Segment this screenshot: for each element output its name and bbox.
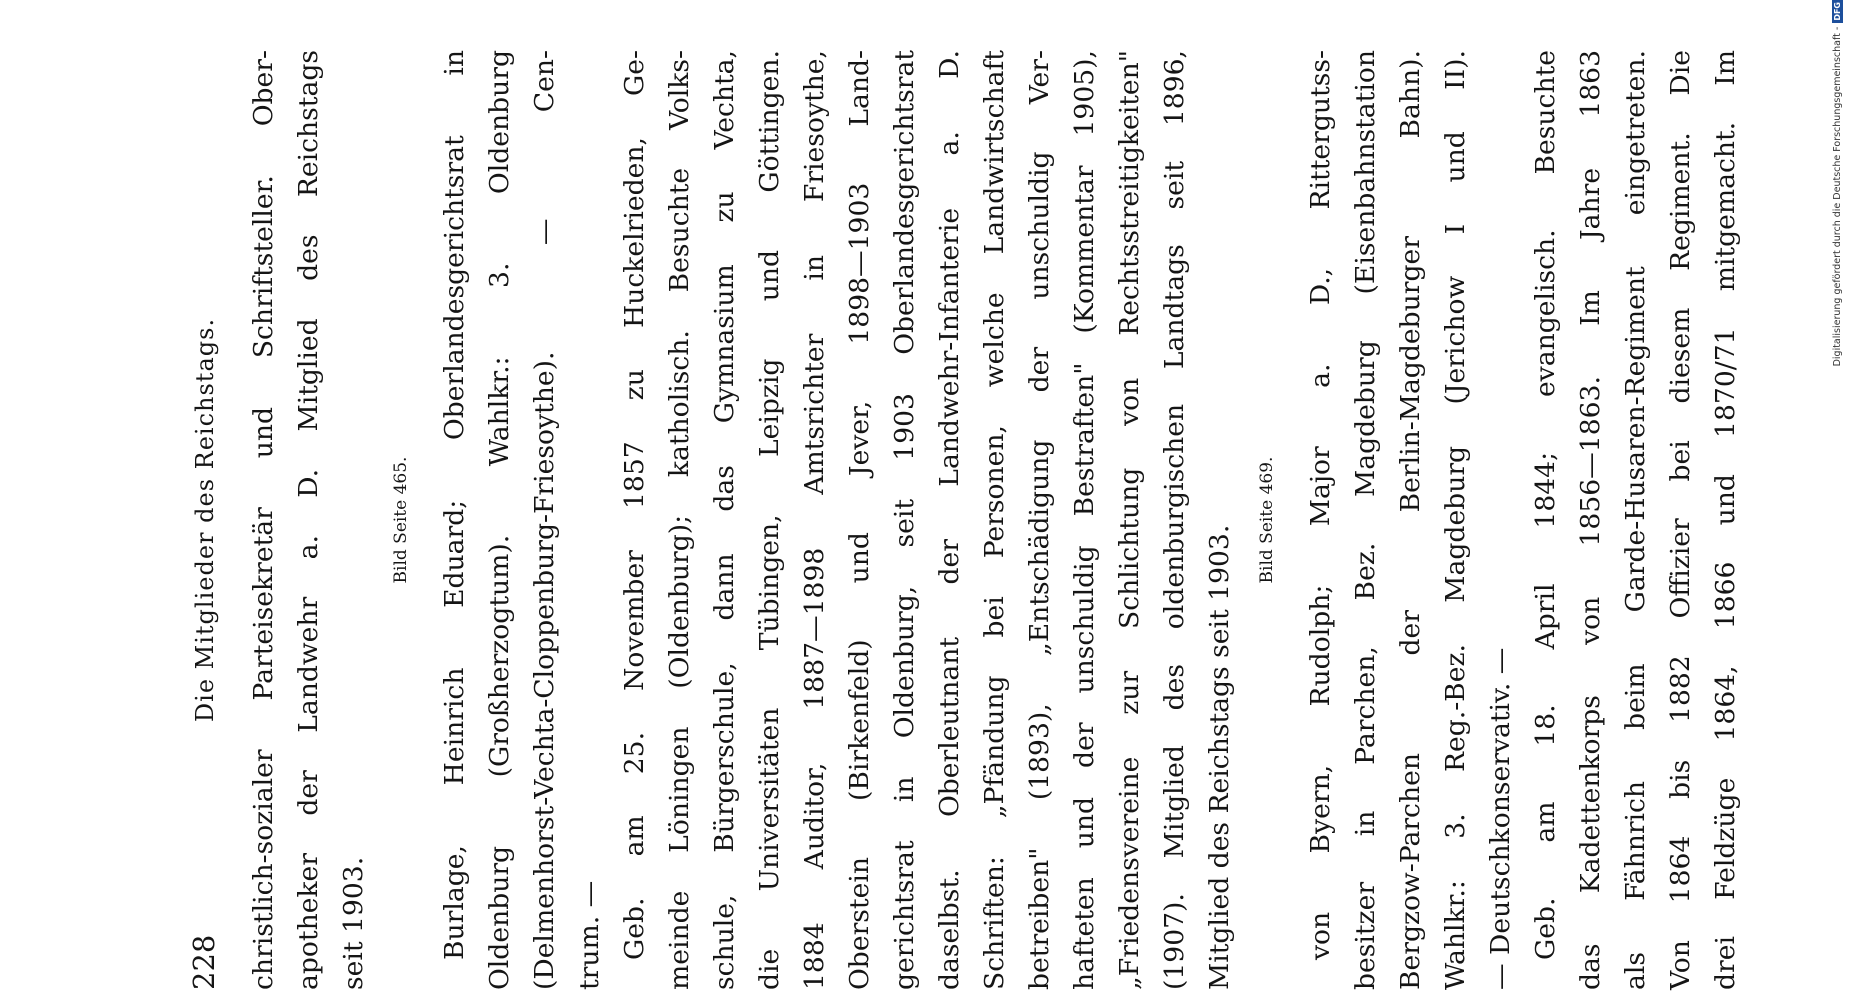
text-line: (Delmenhorst-Vechta-Cloppenburg-Friesoythe). — Cen- [529,50,560,990]
text-line: Mitglied des Reichstags seit 1903. [1204,524,1235,990]
text-line: — Deutschkonservativ. — [1485,647,1516,990]
text-line: Von 1864 bis 1882 Offizier bei diesem Regiment. Die [1665,50,1696,990]
text-line: christlich-sozialer Parteisekretär und Schriftsteller. Ober- [248,50,279,990]
text-line: daselbst. Oberleutnant der Landwehr-Infanterie a. D. [934,50,965,990]
page-number: 228 [187,934,221,990]
funding-note-text: Digitalisierung gefördert durch die Deutsche Forschungsgemeinschaft - [1831,26,1843,367]
text-line: hafteten und der unschuldig Bestraften" (Kommentar 1905), [1069,50,1100,990]
text-line: seit 1903. [338,856,369,990]
dfg-logo: DFG [1832,2,1842,21]
text-line: besitzer in Parchen, Bez. Magdeburg (Eisenbahnstation [1350,50,1381,990]
text-line: Geb. am 25. November 1857 zu Huckelrieden, Ge- [619,50,650,960]
text-line: meinde Löningen (Oldenburg); katholisch. Besuchte Volks- [664,50,695,990]
text-line: das Kadettenkorps von 1856—1863. Im Jahre 1863 [1575,50,1606,990]
text-line: trum. — [574,880,605,990]
text-line: Bergzow-Parchen der Berlin-Magdeburger Bahn). [1395,50,1426,990]
text-line: als Fähnrich beim Garde-Husaren-Regiment eingetreten. [1620,50,1651,990]
text-line: 1884 Auditor, 1887—1898 Amtsrichter in Friesoythe, [799,50,830,990]
text-line: apotheker der Landwehr a. D. Mitglied des Reichstags [293,50,324,990]
text-line: schule, Bürgerschule, dann das Gymnasium zu Vechta, [709,50,740,990]
entry-heading-burlage: Burlage, Heinrich Eduard; Oberlandesgerichtsrat in [439,50,470,960]
page-body [241,50,1748,990]
picture-reference: Bild Seite 465. [391,456,411,584]
text-line: drei Feldzüge 1864, 1866 und 1870/71 mitgemacht. Im [1710,50,1741,990]
text-line: Schriften: „Pfändung bei Personen, welche Landwirtschaft [979,50,1010,990]
text-line: betreiben" (1893), „Entschädigung der unschuldig Ver- [1024,50,1055,990]
text-line: Geb. am 18. April 1844; evangelisch. Besuchte [1530,50,1561,960]
text-line: Oberstein (Birkenfeld) und Jever, 1898—1903 Land- [844,50,875,990]
text-line: die Universitäten Tübingen, Leipzig und Göttingen. [754,50,785,990]
picture-reference: Bild Seite 469. [1257,456,1277,584]
funding-note [1830,0,1844,980]
running-title: Die Mitglieder des Reichstags. [191,317,219,723]
page-header [185,50,225,990]
text-line: Wahlkr.: 3. Reg.-Bez. Magdeburg (Jerichow I und II). [1440,50,1471,990]
text-line: (1907). Mitglied des oldenburgischen Landtags seit 1896, [1159,50,1190,990]
text-line: „Friedensvereine zur Schlichtung von Rechtsstreitigkeiten" [1114,50,1145,990]
rotated-text-block [185,50,1741,990]
text-line: gerichtsrat in Oldenburg, seit 1903 Oberlandesgerichtsrat [889,50,920,990]
entry-heading-byern: von Byern, Rudolph; Major a. D., Rittergutss- [1305,50,1336,960]
text-line: Oldenburg (Großherzogtum). Wahlkr.: 3. Oldenburg [484,50,515,990]
